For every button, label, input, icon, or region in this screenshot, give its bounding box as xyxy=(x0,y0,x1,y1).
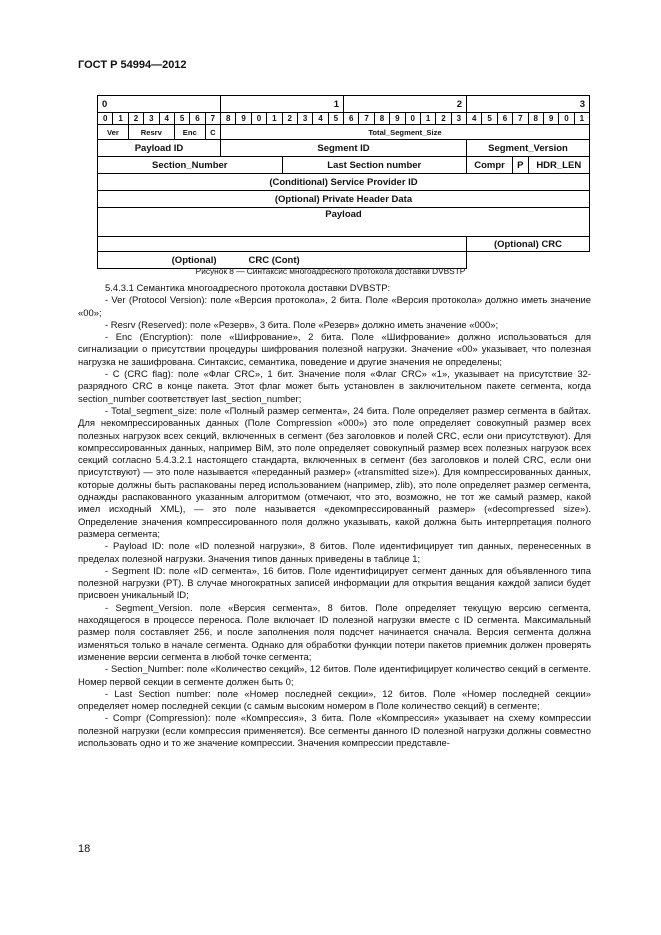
bit-group-2: 2 xyxy=(344,96,467,113)
bit-index-cell: 9 xyxy=(236,113,251,125)
bit-index-cell: 9 xyxy=(390,113,405,125)
enc-field: Enc xyxy=(174,125,205,140)
bit-index-cell: 6 xyxy=(190,113,205,125)
total-segment-size-field: Total_Segment_Size xyxy=(221,125,590,140)
header-row-5 xyxy=(98,191,590,208)
private-header-data-field: (Optional) Private Header Data xyxy=(98,191,590,208)
bit-index-row xyxy=(98,113,590,125)
bit-group-0: 0 xyxy=(98,96,221,113)
paragraph-segment-version: - Segment_Version. поле «Версия сегмента», 8 битов. Поле определяет текущую версию сегмента, находящегося в процессе переноса. Поле включает ID полезной нагрузки вместе с ID сегмента. Максимальный размер поля составляет 256, и после заполнения поля подсчет начинается сначала. Версия сегмента должна изменяться только в начале сегмента. Однако для обработки функции потери пакетов приемник должен проверять изменение версии сегмента в любой точке сегмента; xyxy=(78,602,591,663)
bit-index-cell: 9 xyxy=(543,113,558,125)
bit-index-cell: 8 xyxy=(374,113,389,125)
paragraph-crc-flag: - С (CRC flag): поле «Флаг CRC», 1 бит. Значение поля «Флаг CRC» «1», указывает на присутствие 32-разрядного CRC в конце пакета. Этот флаг может быть установлен в заключительном пакете сегмента, когда section_number соответствует last_section_number; xyxy=(78,369,591,405)
bit-index-cell: 0 xyxy=(98,113,113,125)
bit-index-cell: 5 xyxy=(482,113,497,125)
payload-id-field: Payload ID xyxy=(98,140,221,157)
paragraph-total-segment-size: - Total_segment_size: поле «Полный размер сегмента», 24 бита. Поле определяет размер сегмента в байтах. Для некомпрессированных данных (Поле Compression «000») это поле определяет совокупный размер всех полезных нагрузок всех секций, включенных в сегмент (без заголовков и полей CRC, если они присутствуют). Для компрессированных данных, например BiM, это поле определяет совокупный размер всех полезных нагрузок всех секций согласно 5.4.3.2.1 настоящего стандарта, включенных в сегмент (без заголовков и полей CRC, если они присутствуют) — это поле называется «переданный размер» («transmitted size»). Для компрессированных данных, которые должны быть распакованы перед использованием (например, zlib), это поле определяет размер сегмента, однажды распакованного указанным алгоритмом (отмечают, что это, возможно, не тот же самый размер, какой имел исходный XML), — это поле называется «декомпрессированный размер» («decompressed size»). Определение значения компрессированного поля должно указывать, какой должна быть интерпретация полного размера сегмента; xyxy=(78,405,591,540)
payload-continuation-cell xyxy=(98,237,467,252)
bit-index-cell: 3 xyxy=(297,113,312,125)
bit-index-cell: 7 xyxy=(359,113,374,125)
compr-field: Compr xyxy=(467,157,513,174)
hdr-len-field: HDR_LEN xyxy=(528,157,590,174)
resrv-field: Resrv xyxy=(128,125,174,140)
bit-index-cell: 0 xyxy=(251,113,266,125)
bit-index-cell: 5 xyxy=(328,113,343,125)
service-provider-id-field: (Conditional) Service Provider ID xyxy=(98,174,590,191)
paragraph-resrv: - Resrv (Reserved): поле «Резерв», 3 бита. Поле «Резерв» должно иметь значение «000»; xyxy=(105,319,499,331)
bit-index-cell: 0 xyxy=(559,113,574,125)
last-section-number-field: Last Section number xyxy=(282,157,467,174)
document-header: ГОСТ Р 54994—2012 xyxy=(78,59,187,71)
bit-index-cell: 8 xyxy=(221,113,236,125)
bit-group-3: 3 xyxy=(467,96,590,113)
bit-index-cell: 2 xyxy=(436,113,451,125)
bit-index-cell: 5 xyxy=(174,113,189,125)
paragraph-segment-id: - Segment ID: поле «ID сегмента», 16 битов. Поле идентифицирует сегмент данных для объявленного типа полезной нагрузки (PT). В случае многократных записей информации для открытия вещания каждой записи будет присвоен уникальный ID; xyxy=(78,565,591,602)
bit-index-cell: 4 xyxy=(313,113,328,125)
paragraph-ver: - Ver (Protocol Version): поле «Версия протокола», 2 бита. Поле «Версия протокола» должно иметь значение «00»; xyxy=(78,295,591,319)
bit-index-cell: 3 xyxy=(144,113,159,125)
bit-index-cell: 2 xyxy=(282,113,297,125)
paragraph-section-number: - Section_Number: поле «Количество секций», 12 битов. Поле идентифицирует количество секций в сегменте. Номер первой секции в сегменте должен быть 0; xyxy=(78,664,591,688)
paragraph-enc: - Enc (Encryption): поле «Шифрование», 2 бита. Поле «Шифрование» должно использоваться для сигнализации о присутствии процедуры шифрования полезной нагрузки. Значение «00» указывает, что полезная нагрузка не зашифрована. Синтаксис, семантика, поведение и другие значения не определены; xyxy=(78,332,591,368)
bit-index-cell: 1 xyxy=(267,113,282,125)
crc-cont-field: CRC (Cont) xyxy=(221,252,467,269)
payload-field: Payload xyxy=(98,208,590,237)
bit-index-cell: 4 xyxy=(467,113,482,125)
bit-index-cell: 3 xyxy=(451,113,466,125)
dvbstp-syntax-table xyxy=(97,95,590,269)
ver-field: Ver xyxy=(98,125,129,140)
bit-index-cell: 4 xyxy=(159,113,174,125)
bit-group-row xyxy=(98,96,590,113)
section-number-field: Section_Number xyxy=(98,157,283,174)
header-row-3 xyxy=(98,157,590,174)
optional-label: (Optional) xyxy=(98,252,221,269)
figure-caption: Рисунок 8 — Синтаксис многоадресного протокола доставки DVBSTP xyxy=(195,266,466,276)
bit-index-cell: 0 xyxy=(405,113,420,125)
bit-index-cell: 8 xyxy=(528,113,543,125)
bit-index-cell: 1 xyxy=(113,113,128,125)
p-field: P xyxy=(513,157,528,174)
bit-group-1: 1 xyxy=(221,96,344,113)
header-row-1 xyxy=(98,125,590,140)
body-text xyxy=(78,283,591,750)
paragraph-last-section-number: - Last Section number: поле «Номер последней секции», 12 битов. Поле «Номер последней секции» определяет номер последней секции (с самым высоким номером в Поле количество секций) в сегменте; xyxy=(78,688,591,713)
header-row-4 xyxy=(98,174,590,191)
page-number: 18 xyxy=(78,843,91,855)
crc-row xyxy=(98,237,590,252)
optional-crc-field: (Optional) CRC xyxy=(467,237,590,252)
c-field: C xyxy=(205,125,220,140)
paragraph-payload-id: - Payload ID: поле «ID полезной нагрузки», 8 битов. Поле идентифицирует тип данных, перенесенных в пределах полезной нагрузки. Значения типов данных приведены в таблице 1; xyxy=(78,541,591,565)
paragraph-compr: - Compr (Compression): поле «Компрессия», 3 бита. Поле «Компрессия» указывает на схему компрессии полезной нагрузки (если компрессия применяется). Все сегменты данного ID полезной нагрузки должны совместно использовать одно и то же значение компрессии. Значения компрессии представле- xyxy=(78,713,591,749)
bit-index-cell: 7 xyxy=(513,113,528,125)
header-row-2 xyxy=(98,140,590,157)
bit-index-cell: 1 xyxy=(420,113,435,125)
segment-version-field: Segment_Version xyxy=(467,140,590,157)
paragraph-heading: 5.4.3.1 Семантика многоадресного протокола доставки DVBSTP: xyxy=(105,283,391,294)
bit-index-cell: 2 xyxy=(128,113,143,125)
bit-index-cell: 7 xyxy=(205,113,220,125)
segment-id-field: Segment ID xyxy=(221,140,467,157)
bit-index-cell: 6 xyxy=(497,113,512,125)
bit-index-cell: 1 xyxy=(574,113,589,125)
bit-index-cell: 6 xyxy=(344,113,359,125)
